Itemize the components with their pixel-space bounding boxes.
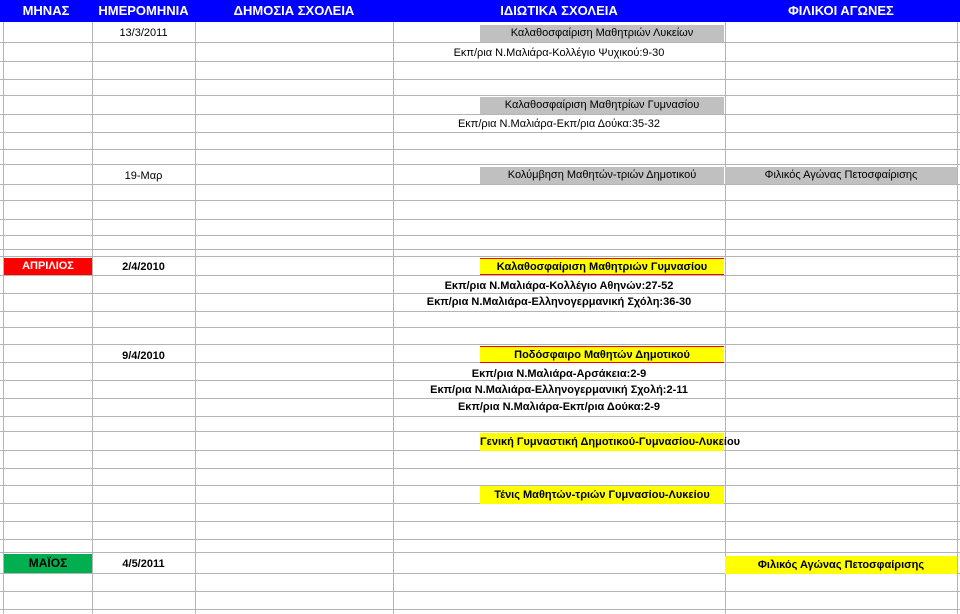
grid-hline [0, 293, 960, 294]
month-april: ΑΠΡΙΛΙΟΣ [4, 258, 92, 275]
grid-hline [0, 219, 960, 220]
month-may: ΜΑΪΟΣ [4, 554, 92, 573]
grid-hline [0, 95, 960, 96]
grid-hline [0, 149, 960, 150]
grid-hline [0, 256, 960, 257]
april-date-1: 2/4/2010 [122, 261, 165, 273]
grid-vline [92, 0, 93, 614]
grid-hline [0, 200, 960, 201]
grid-hline [0, 132, 960, 133]
header-public-schools: ΔΗΜΟΣΙΑ ΣΧΟΛΕΙΑ [233, 3, 355, 18]
march-event-3: Κολύμβηση Μαθητών-τριών Δημοτικού [480, 167, 724, 184]
grid-hline [0, 311, 960, 312]
april-event-4: Τένις Μαθητών-τριών Γυμνασίου-Λυκείου [480, 486, 724, 504]
grid-hline [0, 61, 960, 62]
grid-vline [957, 0, 958, 614]
april-result-3: Εκπ/ρια Ν.Μαλιάρα-Αρσάκεια:2-9 [471, 368, 647, 380]
grid-hline [0, 468, 960, 469]
april-event-3: Γενική Γυμναστική Δημοτικού-Γυμνασίου-Λυκείου [480, 433, 724, 451]
march-event-1: Καλαθοσφαίριση Μαθητριών Λυκείων [480, 25, 724, 42]
grid-hline [0, 539, 960, 540]
march-friendly: Φιλικός Αγώνας Πετοσφαίρισης [725, 167, 957, 184]
grid-hline [0, 344, 960, 345]
grid-hline [0, 79, 960, 80]
may-date-1: 4/5/2011 [122, 558, 165, 570]
grid-vline [3, 0, 4, 614]
grid-hline [0, 42, 960, 43]
march-result-1: Εκπ/ρια Ν.Μαλιάρα-Κολλέγιο Ψυχικού:9-30 [453, 47, 665, 59]
grid-hline [0, 609, 960, 610]
header-date: ΗΜΕΡΟΜΗΝΙΑ [98, 3, 189, 18]
grid-hline [0, 591, 960, 592]
april-result-1: Εκπ/ρια Ν.Μαλιάρα-Κολλέγιο Αθηνών:27-52 [444, 280, 674, 292]
grid-vline [195, 0, 196, 614]
april-result-2: Εκπ/ρια Ν.Μαλιάρα-Ελληνογερμανική Σχόλη:36-30 [426, 296, 692, 308]
april-event-2: Ποδόσφαιρο Μαθητών Δημοτικού [480, 346, 724, 363]
grid-hline [0, 235, 960, 236]
march-date-2: 19-Μαρ [124, 170, 163, 182]
may-friendly: Φιλικός Αγώνας Πετοσφαίρισης [725, 556, 957, 574]
grid-hline [0, 521, 960, 522]
april-date-2: 9/4/2010 [122, 350, 165, 362]
grid-hline [0, 249, 960, 250]
grid-hline [0, 184, 960, 185]
grid-hline [0, 114, 960, 115]
grid-hline [0, 552, 960, 553]
grid-hline [0, 164, 960, 165]
grid-hline [0, 275, 960, 276]
header-private-schools: ΙΔΙΩΤΙΚΑ ΣΧΟΛΕΙΑ [500, 3, 618, 18]
march-result-2: Εκπ/ρια Ν.Μαλιάρα-Εκπ/ρια Δούκα:35-32 [457, 118, 661, 130]
grid-hline [0, 398, 960, 399]
grid-hline [0, 416, 960, 417]
grid-vline [725, 0, 726, 614]
april-event-1: Καλαθοσφαίριση Μαθητριών Γυμνασίου [480, 258, 724, 275]
april-result-4: Εκπ/ρια Ν.Μαλιάρα-Ελληνογερμανική Σχολή:2-11 [430, 384, 688, 396]
march-date-1: 13/3/2011 [119, 27, 168, 39]
march-event-2: Καλαθοσφαίριση Μαθητρίων Γυμνασίου [480, 97, 724, 114]
grid-hline [0, 431, 960, 432]
april-result-5: Εκπ/ρια Ν.Μαλιάρα-Εκπ/ρια Δούκα:2-9 [457, 401, 661, 413]
grid-hline [0, 380, 960, 381]
header-friendly-matches: ΦΙΛΙΚΟΙ ΑΓΩΝΕΣ [788, 3, 894, 18]
grid-hline [0, 327, 960, 328]
header-month: ΜΗΝΑΣ [22, 3, 70, 18]
